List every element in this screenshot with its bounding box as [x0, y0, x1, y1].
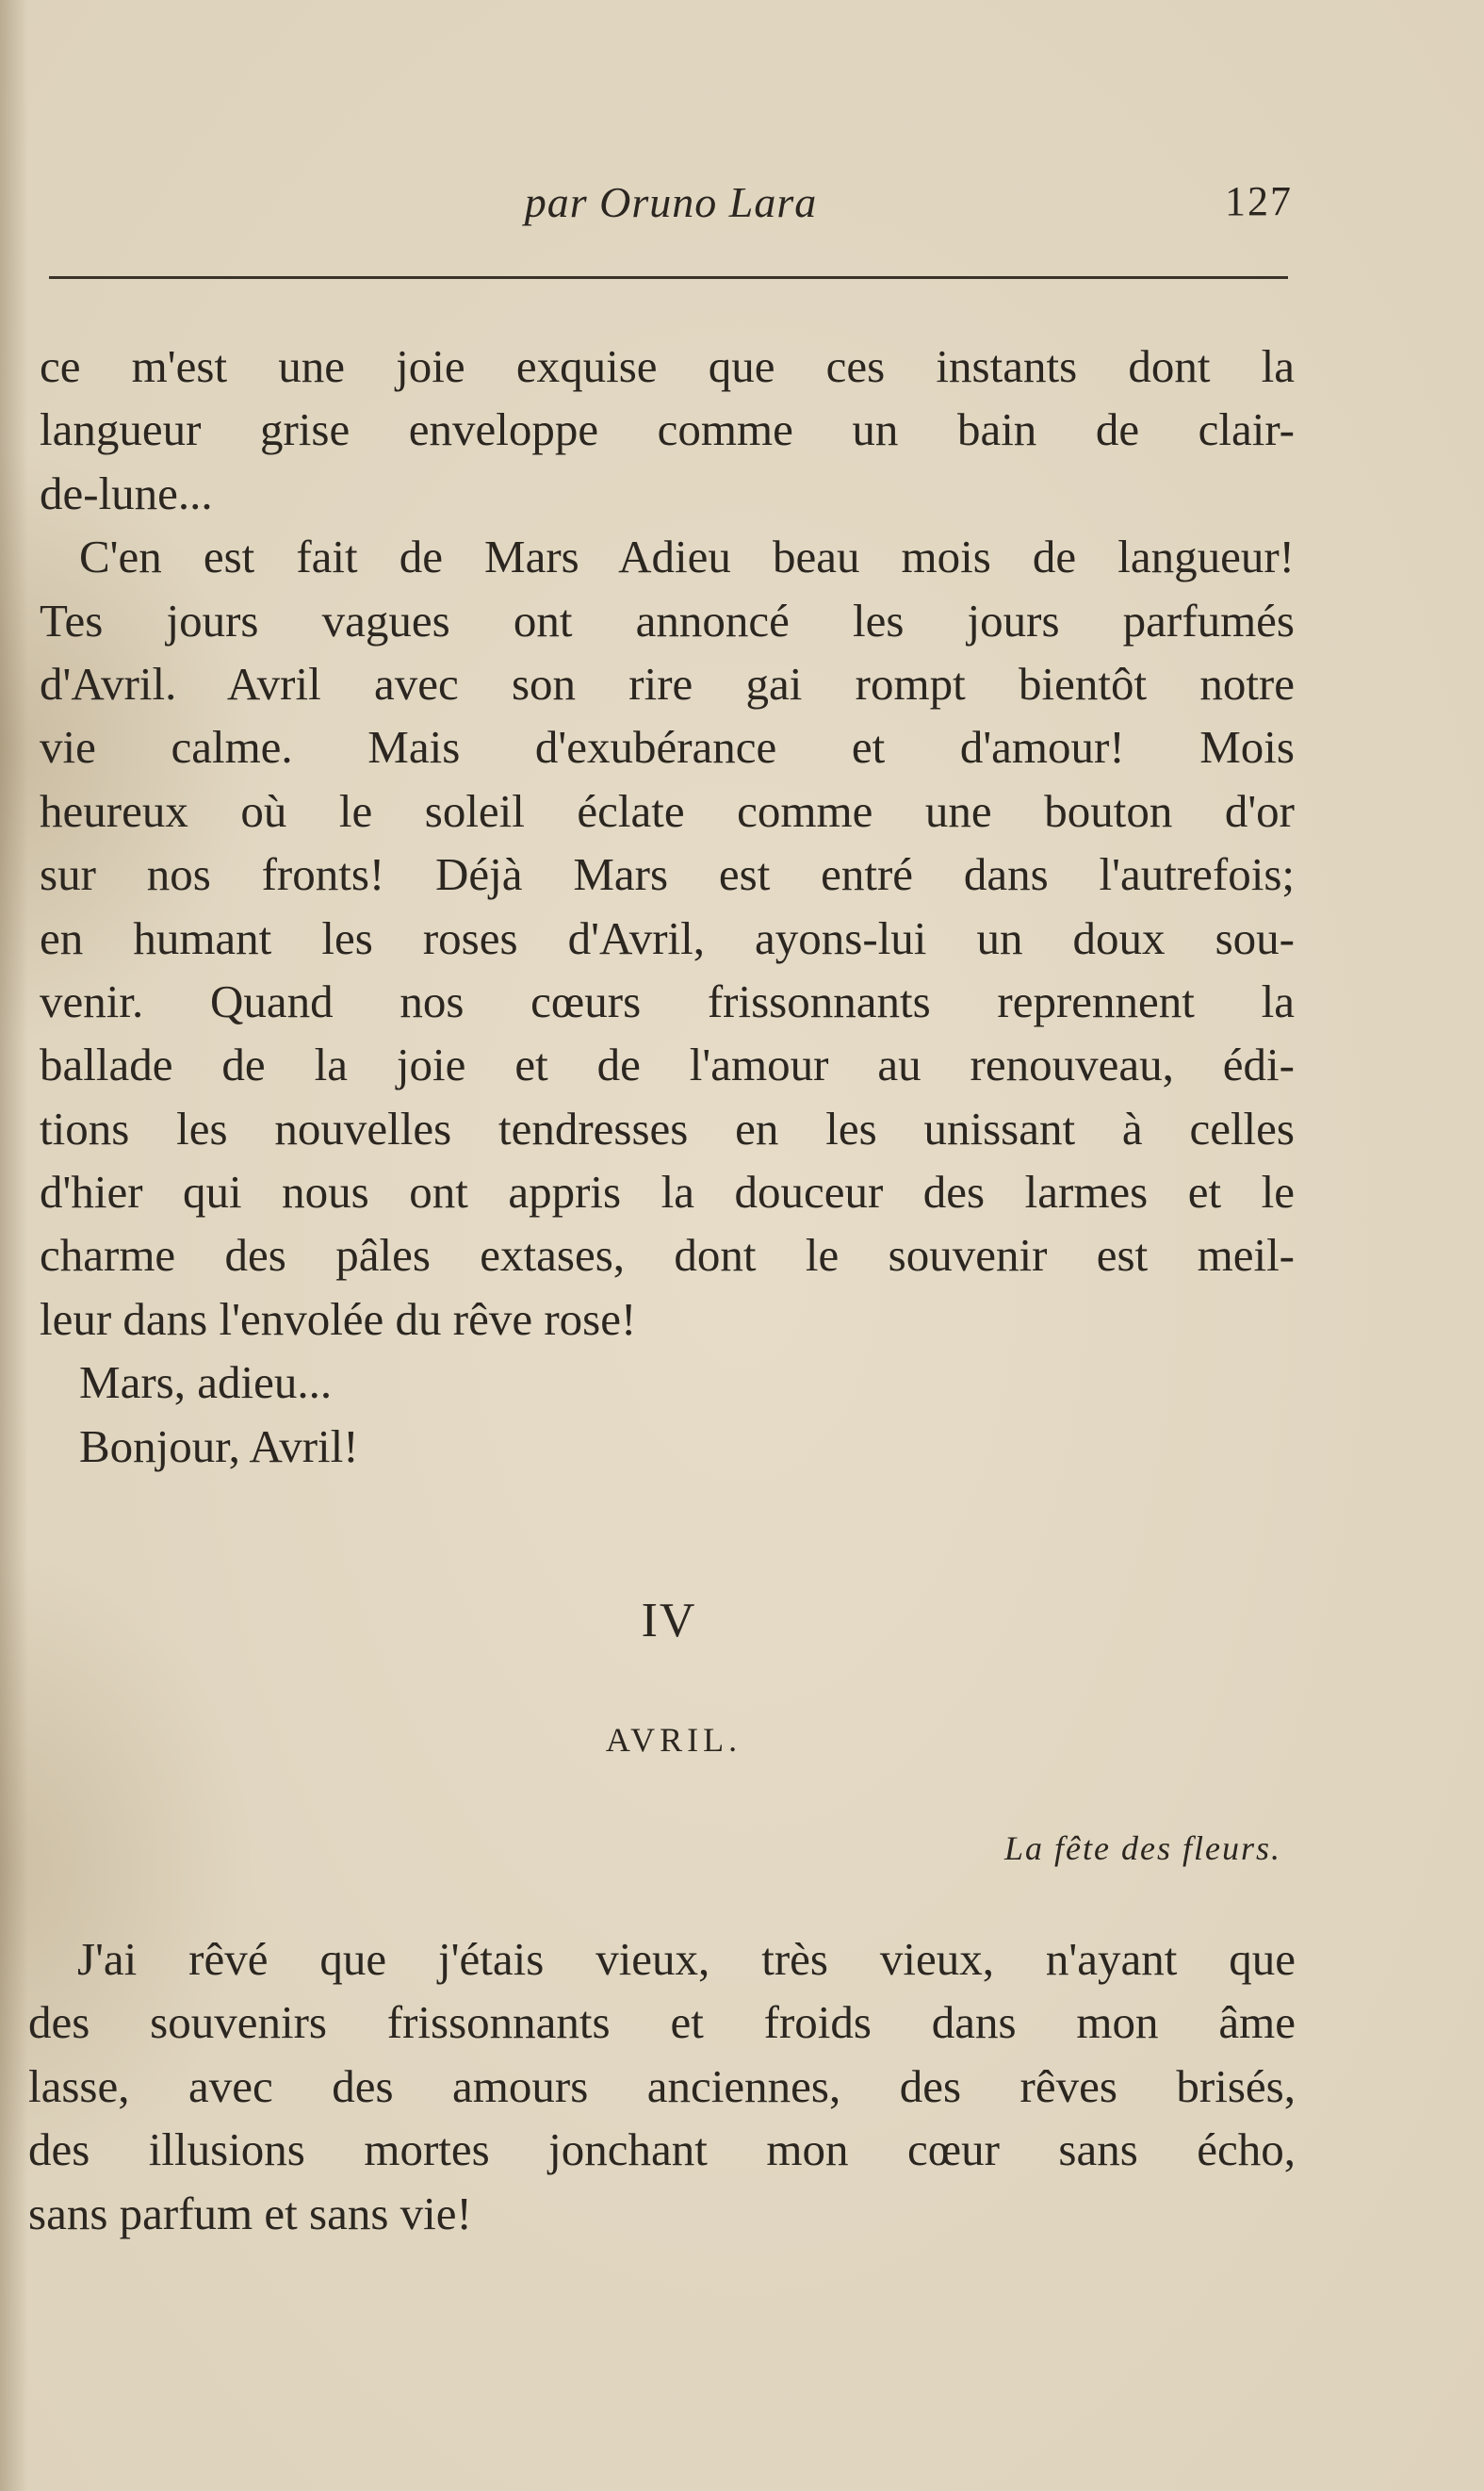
text-line: heureux où le soleil éclate comme une bouton d'or	[40, 784, 1295, 837]
section-epigraph: La fête des fleurs.	[1004, 1829, 1281, 1867]
text-line: ce m'est une joie exquise que ces instants dont la	[40, 340, 1295, 392]
running-head	[49, 177, 1293, 234]
text-line: Tes jours vagues ont annoncé les jours parfumés	[40, 594, 1295, 647]
text-line: d'hier qui nous ont appris la douceur des larmes et le	[40, 1166, 1295, 1219]
text-line: des souvenirs frissonnants et froids dans mon âme	[28, 1996, 1296, 2049]
passage-1	[40, 335, 1295, 1478]
text-line: tions les nouvelles tendresses en les unissant à celles	[40, 1102, 1295, 1155]
text-line: d'Avril. Avril avec son rire gai rompt bientôt notre	[40, 657, 1295, 710]
text-line: C'en est fait de Mars Adieu beau mois de langueur!	[79, 531, 1295, 583]
text-line: ballade de la joie et de l'amour au renouveau, édi-	[40, 1039, 1295, 1091]
text-line: charme des pâles extases, dont le souvenir est meil-	[40, 1229, 1295, 1282]
header-rule	[49, 276, 1288, 279]
text-line: sans parfum et sans vie!	[28, 2187, 472, 2239]
text-line: des illusions mortes jonchant mon cœur sans écho,	[28, 2123, 1296, 2176]
running-head-title: par Oruno Lara	[524, 178, 818, 226]
passage-2	[28, 1927, 1296, 2245]
page-number: 127	[1225, 178, 1293, 224]
text-line: venir. Quand nos cœurs frissonnants reprennent la	[40, 975, 1295, 1027]
text-line: leur dans l'envolée du rêve rose!	[40, 1292, 637, 1345]
section-numeral: IV	[641, 1594, 697, 1647]
text-line: en humant les roses d'Avril, ayons-lui un doux sou-	[40, 911, 1295, 964]
text-line: Mars, adieu...	[79, 1356, 333, 1409]
text-line: lasse, avec des amours anciennes, des rêves brisés,	[28, 2059, 1296, 2112]
text-line: Bonjour, Avril!	[79, 1419, 359, 1472]
text-line: J'ai rêvé que j'étais vieux, très vieux, n'ayant que	[77, 1933, 1296, 1985]
text-line: vie calme. Mais d'exubérance et d'amour! Mois	[40, 721, 1295, 774]
text-line: langueur grise enveloppe comme un bain de clair-	[40, 403, 1295, 456]
page-gutter-shadow	[0, 0, 28, 2491]
text-line: sur nos fronts! Déjà Mars est entré dans l'autrefois;	[40, 848, 1295, 901]
text-line: de-lune...	[40, 467, 213, 519]
section-title: AVRIL.	[605, 1721, 742, 1759]
